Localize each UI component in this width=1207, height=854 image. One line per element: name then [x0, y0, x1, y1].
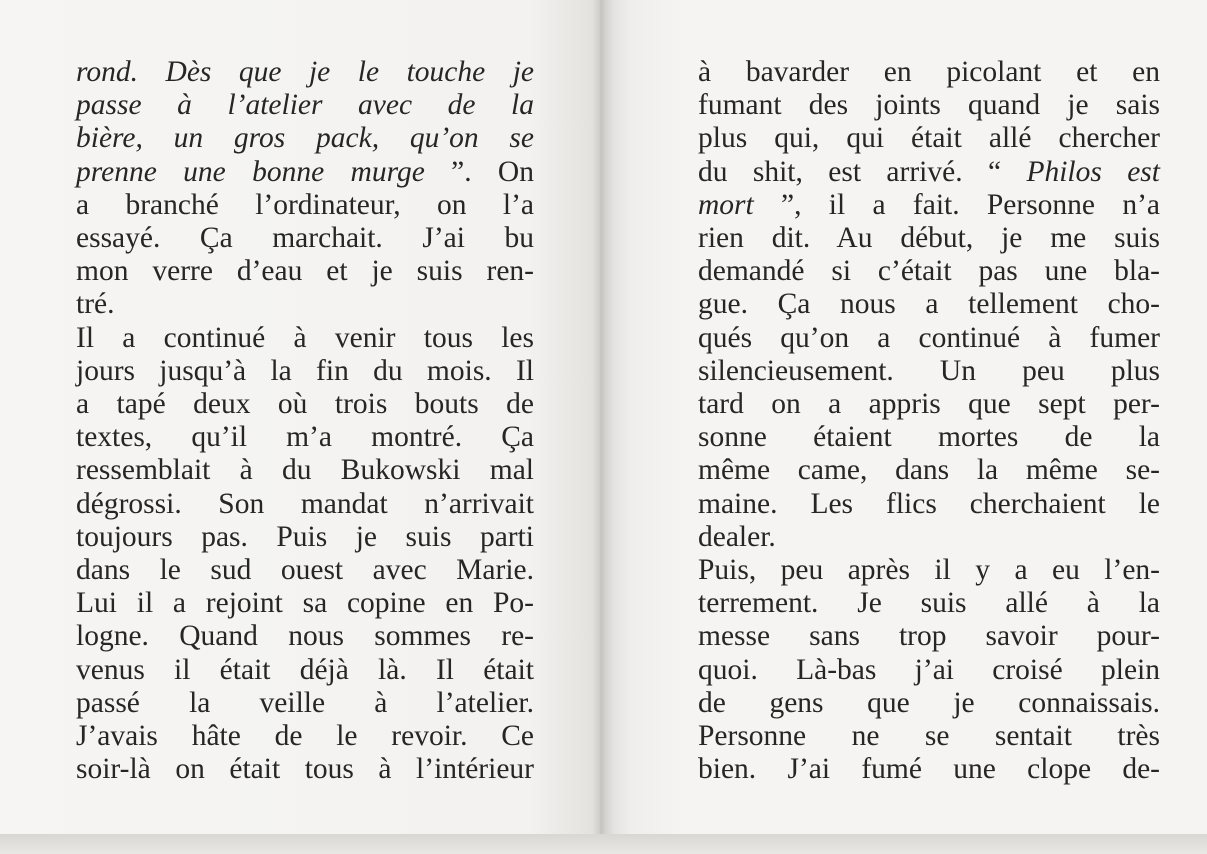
text-run: dégrossi. Son mandat n’arrivait	[76, 487, 534, 520]
text-run: bien. J’ai fumé une clope de-	[698, 753, 1160, 786]
text-line	[76, 521, 534, 554]
text-run: venus il était déjà là. Il était	[76, 653, 534, 686]
italic-text: bière, un gros pack, qu’on se	[76, 122, 534, 155]
text-run: sonne étaient mortes de la	[698, 421, 1160, 454]
text-line	[76, 189, 534, 222]
text-run: dans le sud ouest avec Marie.	[76, 554, 534, 587]
text-run: tré.	[76, 288, 115, 321]
text-run: Il a continué à venir tous les	[76, 321, 534, 354]
text-run: ressemblait à du Bukowski mal	[76, 454, 534, 487]
text-run: essayé. Ça marchait. J’ai bu	[76, 222, 534, 255]
text-line	[76, 322, 534, 355]
right-page-text	[698, 56, 1160, 786]
text-line	[76, 454, 534, 487]
text-line	[698, 554, 1160, 587]
text-line	[76, 421, 534, 454]
italic-text: Philos est	[1026, 155, 1160, 188]
text-line	[76, 89, 534, 122]
text-line	[76, 654, 534, 687]
text-line	[698, 620, 1160, 653]
text-line	[76, 156, 534, 189]
text-run: qués qu’on a continué à fumer	[698, 321, 1160, 354]
italic-text: prenne une bonne murge	[76, 155, 425, 188]
text-run: à bavarder en picolant et en	[698, 56, 1160, 88]
text-line	[76, 355, 534, 388]
text-run: J’avais hâte de le revoir. Ce	[76, 720, 534, 753]
text-run: ”, il a fait. Personne n’a	[753, 188, 1160, 221]
text-run: plus qui, qui était allé chercher	[698, 122, 1160, 155]
italic-text: mort	[698, 188, 754, 221]
text-run: toujours pas. Puis je suis parti	[76, 520, 534, 553]
page-bottom-edge	[0, 834, 1207, 854]
text-run: Puis, peu après il y a eu l’en-	[698, 554, 1160, 587]
text-run: demandé si c’était pas une bla-	[698, 255, 1160, 288]
text-run: a branché l’ordinateur, on l’a	[76, 188, 534, 221]
text-run: fumant des joints quand je sais	[698, 89, 1160, 122]
text-run: rien dit. Au début, je me suis	[698, 222, 1160, 255]
text-run: gue. Ça nous a tellement cho-	[698, 288, 1160, 321]
text-run: passé la veille à l’atelier.	[76, 686, 534, 719]
text-run: Personne ne se sentait très	[698, 720, 1160, 753]
book-gutter	[592, 0, 614, 834]
text-run: quoi. Là-bas j’ai croisé plein	[698, 653, 1160, 686]
left-page	[0, 0, 600, 834]
text-line	[698, 687, 1160, 720]
text-run: Lui il a rejoint sa copine en Po-	[76, 587, 534, 620]
text-run: ”. On	[424, 155, 534, 188]
text-run: même came, dans la même se-	[698, 454, 1160, 487]
text-line	[76, 56, 534, 89]
text-line	[76, 554, 534, 587]
text-line	[698, 454, 1160, 487]
text-run: soir-là on était tous à l’intérieur	[76, 753, 534, 786]
text-line	[698, 654, 1160, 687]
text-line	[698, 89, 1160, 122]
text-run: messe sans trop savoir pour-	[698, 620, 1160, 653]
left-page-text	[76, 56, 534, 786]
text-line	[698, 753, 1160, 786]
text-run: du shit, est arrivé. “	[698, 155, 1027, 188]
text-run: logne. Quand nous sommes re-	[76, 620, 534, 653]
text-line	[76, 255, 534, 288]
text-run: maine. Les flics cherchaient le	[698, 487, 1160, 520]
text-line	[76, 488, 534, 521]
text-line	[76, 388, 534, 421]
text-line	[698, 720, 1160, 753]
text-line	[76, 587, 534, 620]
text-line	[698, 322, 1160, 355]
text-line	[698, 189, 1160, 222]
text-line	[698, 388, 1160, 421]
text-line	[698, 355, 1160, 388]
text-run: mon verre d’eau et je suis ren-	[76, 255, 534, 288]
text-line	[76, 288, 534, 321]
text-run: a tapé deux où trois bouts de	[76, 388, 534, 421]
text-line	[698, 222, 1160, 255]
text-run: silencieusement. Un peu plus	[698, 354, 1160, 387]
text-run: textes, qu’il m’a montré. Ça	[76, 421, 534, 454]
italic-text: rond. Dès que je le touche je	[76, 56, 534, 88]
text-line	[76, 620, 534, 653]
text-line	[76, 753, 534, 786]
text-line	[76, 222, 534, 255]
text-line	[698, 56, 1160, 89]
text-run: de gens que je connaissais.	[698, 686, 1160, 719]
text-line	[76, 687, 534, 720]
text-run: tard on a appris que sept per-	[698, 388, 1160, 421]
text-line	[698, 288, 1160, 321]
text-run: terrement. Je suis allé à la	[698, 587, 1160, 620]
italic-text: passe à l’atelier avec de la	[76, 89, 534, 122]
text-line	[698, 587, 1160, 620]
text-line	[76, 122, 534, 155]
text-run: jours jusqu’à la fin du mois. Il	[76, 354, 534, 387]
text-run: dealer.	[698, 520, 776, 553]
text-line	[698, 156, 1160, 189]
text-line	[698, 521, 1160, 554]
text-line	[698, 488, 1160, 521]
text-line	[698, 255, 1160, 288]
text-line	[698, 122, 1160, 155]
text-line	[698, 421, 1160, 454]
text-line	[76, 720, 534, 753]
